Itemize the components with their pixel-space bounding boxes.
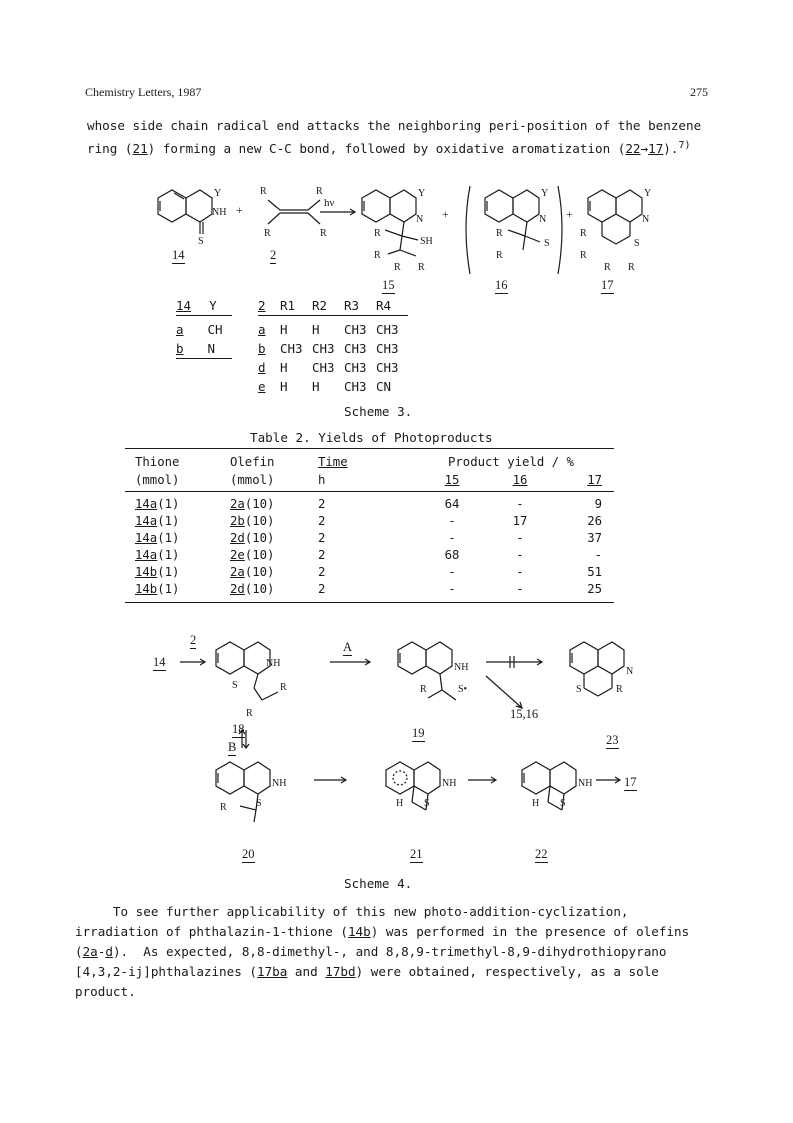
intro-line-1-text: whose side chain radical end attacks the neighboring peri-position of the benzene: [87, 118, 702, 133]
cell-thione: 14a: [135, 497, 158, 511]
table-row: [125, 492, 614, 512]
table-2-cell: CH3: [376, 322, 399, 337]
compound-label-17-s4: 17: [624, 775, 637, 789]
cell-yield-16: 17: [512, 514, 528, 528]
body-line-4-start: [4,3,2-ij]phthalazines (: [75, 964, 257, 979]
svg-text:NH: NH: [272, 778, 287, 789]
table-row: [125, 511, 614, 528]
svg-text:Y: Y: [418, 188, 426, 199]
cell-yield-17: 51: [587, 565, 602, 579]
svg-text:Y: Y: [541, 188, 549, 199]
body-line-2: [75, 922, 689, 942]
col-sub-17: 17: [587, 473, 602, 487]
table-2-cell: CH3: [376, 341, 399, 356]
cell-yield-16: -: [516, 565, 524, 579]
table-row: [176, 322, 232, 337]
svg-text:S: S: [232, 680, 238, 691]
svg-text:R: R: [374, 250, 381, 261]
cell-time: 2: [318, 565, 326, 579]
cell-olefin: 2d: [230, 582, 245, 596]
compound-label-14: 14: [172, 248, 185, 262]
table-2-cell: CN: [376, 379, 392, 394]
intro-line-2-start: ring (: [87, 141, 133, 157]
cell-yield-17: -: [594, 548, 602, 562]
svg-text:R: R: [220, 802, 227, 813]
table-14-cell: b: [176, 341, 184, 356]
svg-text:R: R: [320, 228, 327, 239]
svg-text:R: R: [496, 228, 503, 239]
col-sub-15: 15: [444, 473, 460, 487]
svg-text:NH: NH: [578, 778, 593, 789]
body-line-1: To see further applicability of this new photo-addition-cyclization,: [75, 904, 629, 919]
body-line-3-start: (: [75, 944, 83, 959]
compound-label-17: 17: [601, 278, 614, 292]
svg-text:R: R: [580, 250, 587, 261]
col-sub-16: 16: [512, 473, 528, 487]
table-2-col-r1: R1: [280, 298, 296, 313]
table-row: [125, 562, 614, 579]
table-subheader-row: [125, 469, 614, 492]
svg-text:N: N: [539, 214, 547, 225]
cell-olefin-amount: (10): [244, 548, 275, 562]
table-2-cell: H: [280, 379, 288, 394]
table-2-cell: CH3: [280, 341, 303, 356]
svg-text:S: S: [634, 238, 640, 249]
scheme-3-caption: Scheme 3.: [344, 404, 413, 419]
table-row: [125, 528, 614, 545]
svg-text:S: S: [544, 238, 550, 249]
compound-ref-17ba: 17ba: [256, 964, 288, 979]
cell-thione-amount: (1): [157, 531, 180, 545]
cell-olefin: 2a: [230, 565, 245, 579]
intro-line-2-end: ).: [663, 141, 679, 157]
cell-yield-16: -: [516, 548, 524, 562]
body-line-2-start: irradiation of phthalazin-1-thione (: [75, 924, 348, 939]
table-2-col-r4: R4: [376, 298, 392, 313]
cell-thione-amount: (1): [157, 497, 180, 511]
svg-text:NH: NH: [212, 207, 227, 218]
body-line-5: product.: [75, 984, 136, 999]
cell-yield-17: 9: [594, 497, 602, 511]
table-2-col-r2: R2: [312, 298, 328, 313]
svg-text:R: R: [374, 228, 381, 239]
cell-olefin: 2b: [230, 514, 245, 528]
cell-yield-17: 37: [587, 531, 602, 545]
table-header-row: [125, 449, 614, 469]
col-header-product-yield: Product yield / %: [448, 455, 574, 469]
page-number: 275: [690, 85, 708, 99]
body-line-3-end: ). As expected, 8,8-dimethyl-, and 8,8,9-trimethyl-8,9-dihydrothiopyrano: [112, 944, 667, 959]
svg-text:N: N: [416, 214, 424, 225]
compound-label-22: 22: [535, 847, 548, 861]
intro-line-2: [87, 136, 691, 159]
heteroring-14: [186, 190, 212, 222]
col-unit-thione: (mmol): [125, 469, 230, 492]
cell-time: 2: [318, 514, 326, 528]
table-2-cell: H: [280, 322, 288, 337]
col-unit-olefin: (mmol): [230, 469, 318, 492]
svg-text:R: R: [604, 262, 611, 273]
compound-label-15: 15: [382, 278, 395, 292]
compound-ref-2a: 2a: [82, 944, 98, 959]
svg-text:S: S: [560, 798, 566, 809]
table-row: [258, 341, 408, 356]
compound-label-23: 23: [606, 733, 619, 747]
compound-ref-17: 17: [648, 141, 664, 157]
svg-text:S: S: [256, 798, 262, 809]
cell-thione: 14a: [135, 514, 158, 528]
cell-olefin: 2d: [230, 531, 245, 545]
svg-text:NH: NH: [454, 662, 469, 673]
cell-thione: 14b: [135, 565, 158, 579]
table-14-col-y: Y: [209, 298, 217, 313]
body-line-2-end: ) was performed in the presence of olefins: [370, 924, 690, 939]
cell-yield-17: 26: [587, 514, 602, 528]
svg-text:R: R: [418, 262, 425, 273]
path-label-b: B: [228, 740, 237, 754]
compound-label-2-s4: 2: [190, 633, 197, 647]
footnote-marker: 7): [678, 140, 691, 151]
svg-text:+: +: [566, 207, 573, 221]
table-14-cell: a: [176, 322, 184, 337]
svg-text:R: R: [260, 186, 267, 197]
compound-label-19: 19: [412, 726, 425, 740]
table-2-cell: a: [258, 322, 266, 337]
svg-text:SH: SH: [420, 236, 433, 247]
svg-text:R: R: [280, 682, 287, 693]
scheme-3-structures: [140, 178, 680, 298]
compound-ref-21: 21: [132, 141, 148, 157]
cell-yield-17: 25: [554, 579, 614, 603]
body-line-4: [75, 962, 659, 982]
table-row: [258, 322, 408, 337]
svg-text:R: R: [264, 228, 271, 239]
table-14-cell: N: [207, 341, 216, 356]
table-2-cell: CH3: [344, 341, 367, 356]
cell-olefin-amount: (10): [244, 582, 275, 596]
svg-text:R: R: [420, 684, 427, 695]
table-2-cell: d: [258, 360, 266, 375]
cell-time: 2: [318, 497, 326, 511]
table-2-cell: b: [258, 341, 266, 356]
compound-ref-d: d: [105, 944, 113, 959]
table-2-title: Table 2. Yields of Photoproducts: [250, 430, 493, 445]
svg-text:R: R: [394, 262, 401, 273]
cell-olefin-amount: (10): [244, 565, 275, 579]
table-2-cell: CH3: [344, 379, 367, 394]
table-2-cell: CH3: [312, 341, 335, 356]
table-row: [258, 360, 408, 375]
svg-text:S: S: [424, 798, 430, 809]
col-unit-time: h: [318, 469, 418, 492]
compound-label-16: 16: [495, 278, 508, 292]
path-label-a: A: [343, 640, 353, 654]
svg-text:N: N: [642, 214, 650, 225]
compound-ref-17bd: 17bd: [325, 964, 356, 979]
cell-yield-15: -: [448, 514, 456, 528]
cell-thione-amount: (1): [157, 514, 180, 528]
svg-text:R: R: [316, 186, 323, 197]
table-2-col-r3: R3: [344, 298, 360, 313]
cell-olefin-amount: (10): [244, 531, 275, 545]
table-14-header: [176, 298, 232, 316]
cell-thione-amount: (1): [157, 548, 180, 562]
cell-yield-16: -: [516, 497, 524, 511]
scheme-4-caption: Scheme 4.: [344, 876, 413, 891]
table-2-cell: e: [258, 379, 266, 394]
compound-label-14-s4: 14: [153, 655, 166, 669]
intro-line-2-mid: ) forming a new C-C bond, followed by oxidative aromatization (: [147, 141, 626, 157]
table-2-cell: CH3: [344, 360, 367, 375]
benzene-ring-14: [158, 190, 186, 222]
cell-time: 2: [318, 579, 418, 603]
cell-thione: 14a: [135, 531, 158, 545]
compound-label-21: 21: [410, 847, 423, 861]
substituent-table-14: [176, 298, 232, 359]
svg-text:H: H: [396, 798, 404, 809]
cell-thione-amount: (1): [157, 582, 180, 596]
table-14-col-compound: 14: [176, 298, 192, 313]
compound-label-15-16: 15,16: [510, 707, 539, 721]
svg-text:R: R: [496, 250, 503, 261]
table-2-header: [258, 298, 408, 316]
running-header-journal: Chemistry Letters, 1987: [85, 85, 202, 99]
svg-text:R: R: [616, 684, 623, 695]
table-2-cell: CH3: [376, 360, 399, 375]
body-line-3: [75, 942, 666, 962]
cell-thione: 14b: [135, 582, 158, 596]
cell-olefin: 2a: [230, 497, 245, 511]
compound-label-2: 2: [270, 248, 277, 262]
table-row: [125, 579, 614, 603]
compound-label-18: 18: [232, 722, 245, 736]
svg-text:Y: Y: [644, 188, 652, 199]
svg-text:+: +: [442, 207, 449, 221]
table-2-cell: H: [312, 379, 320, 394]
cell-yield-15: 68: [444, 548, 460, 562]
table-row: [176, 341, 232, 359]
svg-text:R: R: [628, 262, 635, 273]
plus-sign-1: +: [236, 203, 243, 217]
cell-yield-15: 64: [444, 497, 460, 511]
svg-text:R: R: [246, 708, 253, 719]
col-header-thione: Thione: [135, 455, 180, 469]
cell-yield-16: -: [486, 579, 554, 603]
cell-yield-15: -: [448, 565, 456, 579]
svg-text:S•: S•: [458, 684, 468, 695]
cell-time: 2: [318, 548, 326, 562]
yields-table: [125, 448, 614, 603]
substituent-table-2: [258, 298, 408, 394]
svg-text:H: H: [532, 798, 540, 809]
svg-text:NH: NH: [266, 658, 281, 669]
cell-yield-15: -: [418, 579, 486, 603]
body-line-4-and: and: [287, 964, 326, 979]
svg-text:S: S: [576, 684, 582, 695]
cell-yield-16: -: [516, 531, 524, 545]
svg-text:R: R: [580, 228, 587, 239]
svg-text:S: S: [198, 236, 204, 247]
compound-label-20: 20: [242, 847, 255, 861]
cell-olefin: 2e: [230, 548, 245, 562]
col-header-olefin: Olefin: [230, 455, 275, 469]
col-header-time: Time: [318, 455, 348, 469]
cell-olefin-amount: (10): [244, 497, 275, 511]
table-2-col-compound: 2: [258, 298, 266, 313]
svg-text:Y: Y: [214, 188, 222, 199]
yields-table-grid: [125, 449, 614, 603]
reaction-arrow: →: [640, 141, 649, 157]
hv-label: hν: [324, 197, 335, 209]
table-14-cell: CH: [207, 322, 223, 337]
cell-yield-15: -: [448, 531, 456, 545]
svg-text:N: N: [626, 666, 634, 677]
compound-ref-22: 22: [625, 141, 641, 157]
table-2-cell: CH3: [344, 322, 367, 337]
table-2-cell: H: [312, 322, 320, 337]
table-row: [125, 545, 614, 562]
table-2-cell: CH3: [312, 360, 335, 375]
table-2-cell: H: [280, 360, 288, 375]
cell-thione-amount: (1): [157, 565, 180, 579]
cell-time: 2: [318, 531, 326, 545]
table-row: [258, 379, 408, 394]
compound-ref-14b: 14b: [347, 924, 371, 939]
body-line-4-end: ) were obtained, respectively, as a sole: [355, 964, 659, 979]
intro-line-1: [87, 116, 701, 136]
cell-thione: 14a: [135, 548, 158, 562]
range-dash: -: [97, 944, 106, 959]
cell-olefin-amount: (10): [244, 514, 275, 528]
svg-text:NH: NH: [442, 778, 457, 789]
